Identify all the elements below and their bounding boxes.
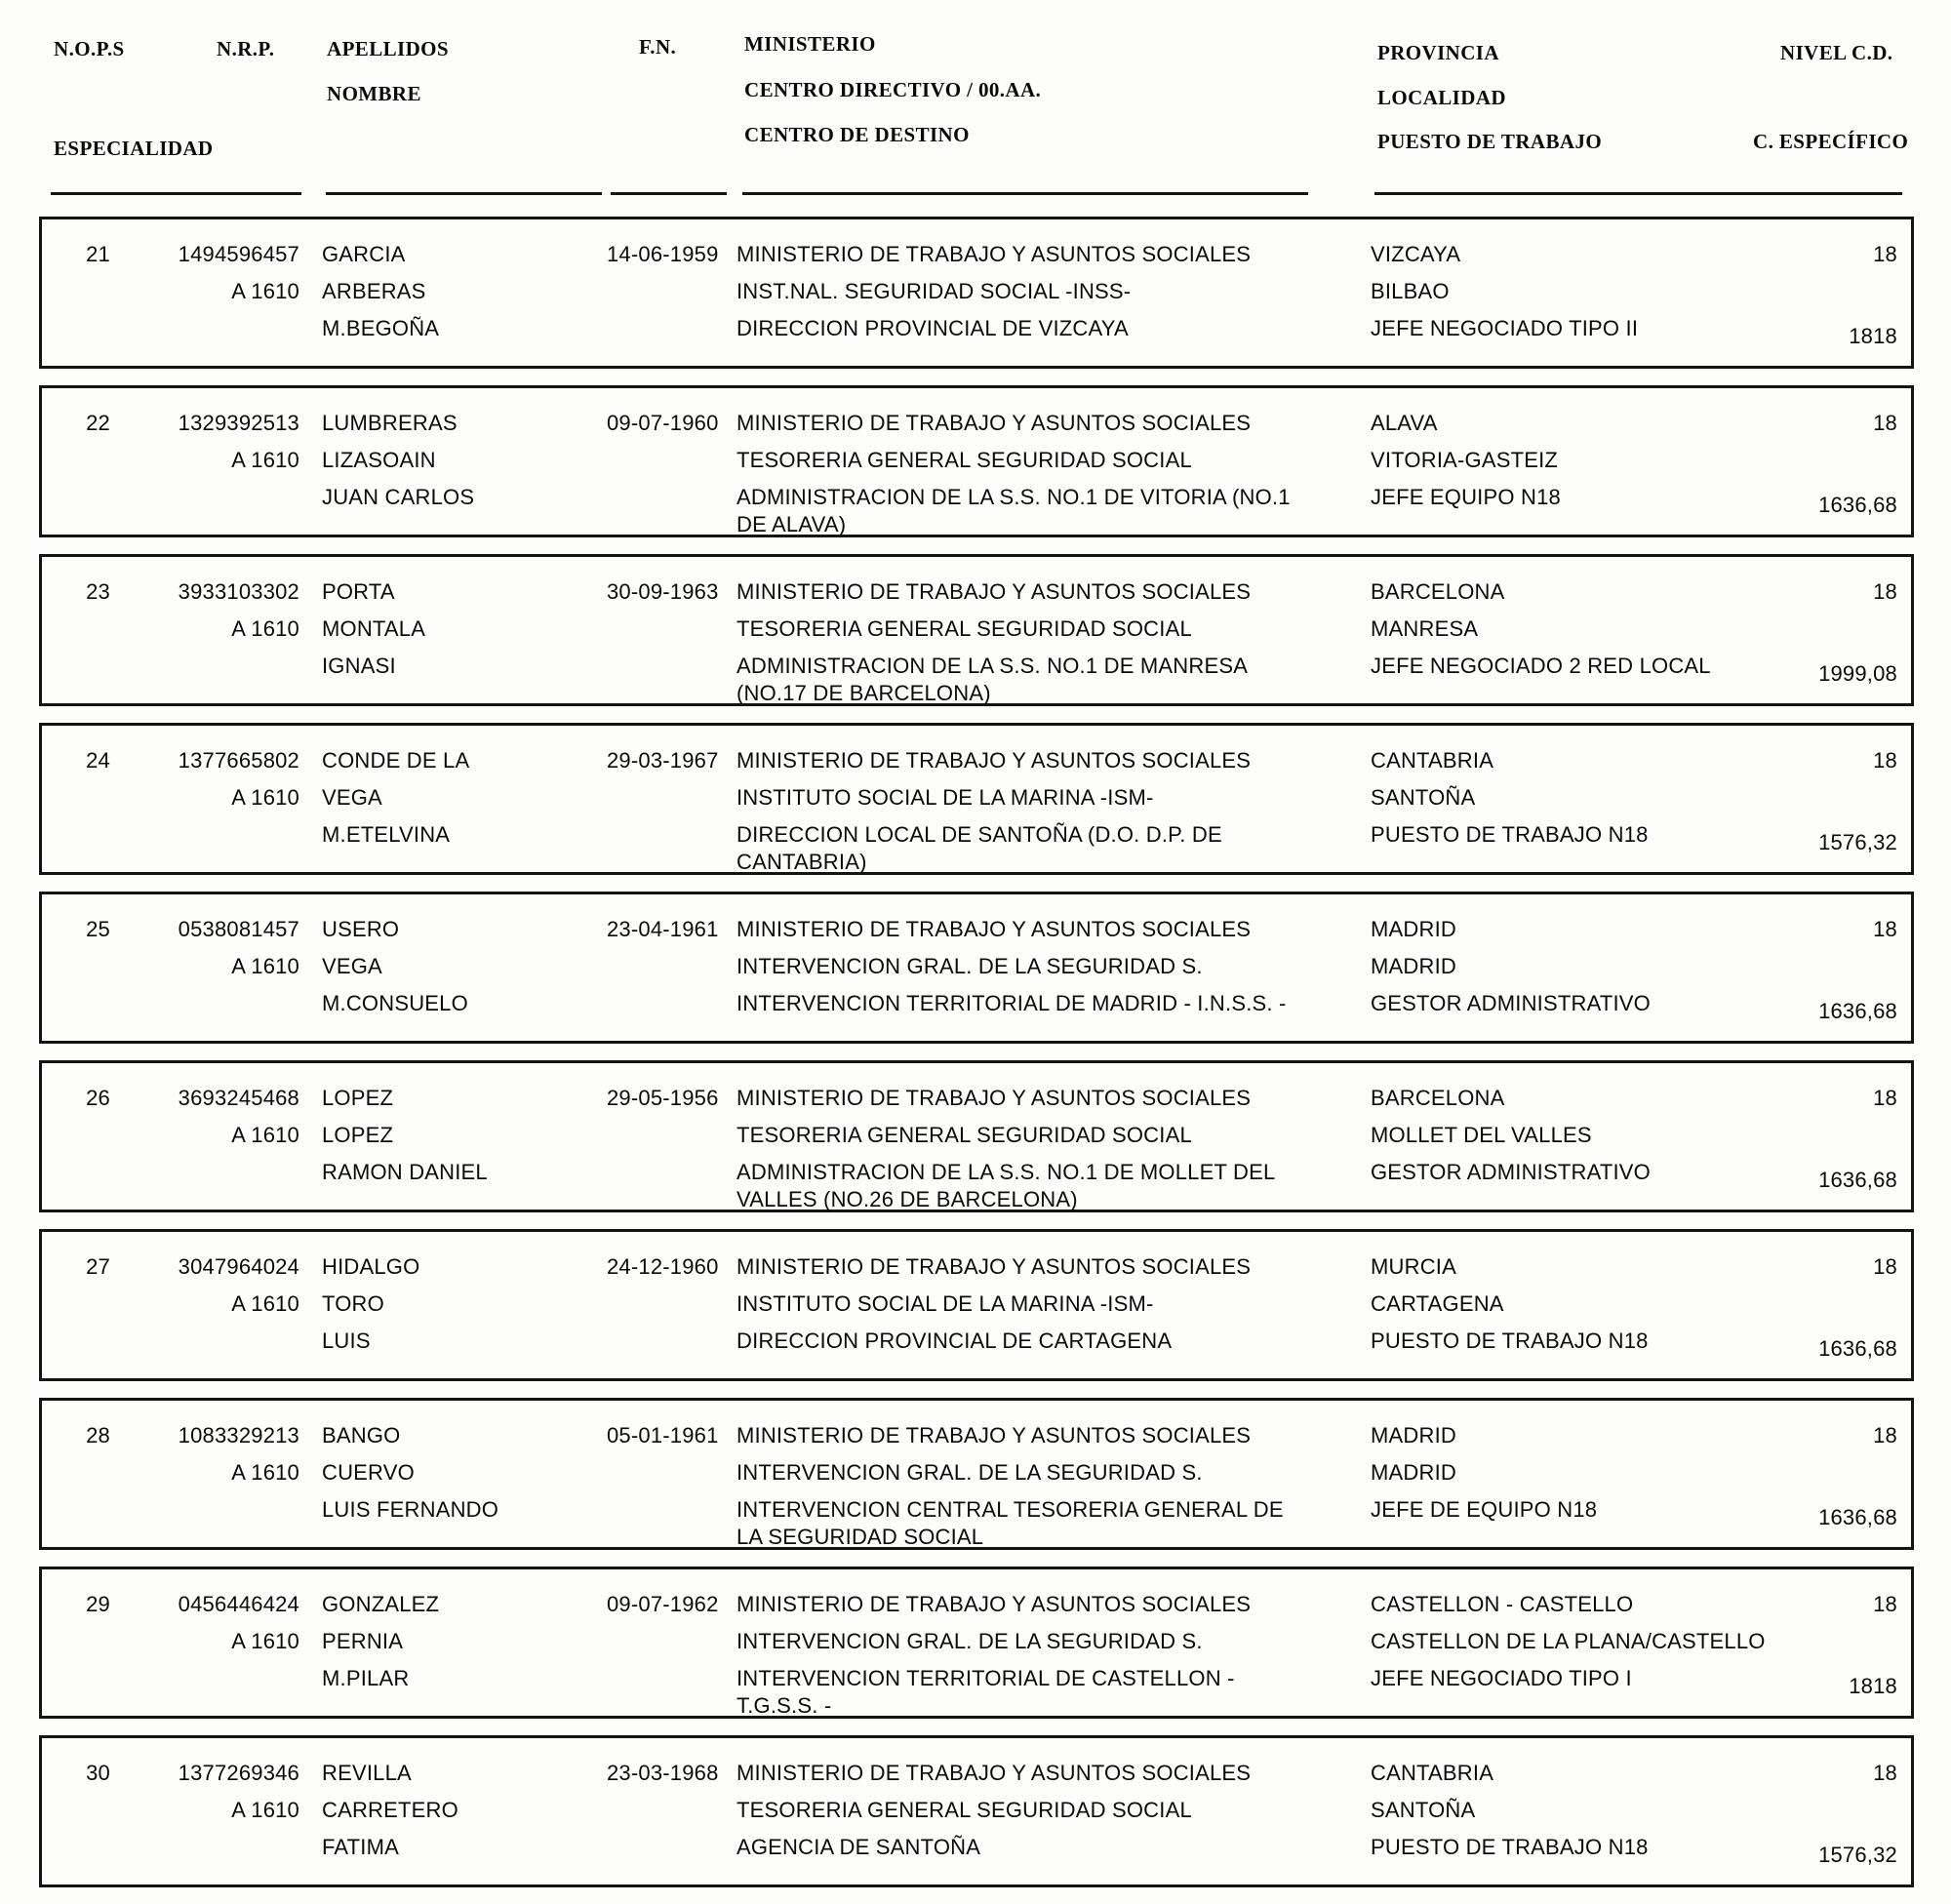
record-number: 27 bbox=[86, 1254, 110, 1279]
cell-ministerio bbox=[737, 1253, 1371, 1378]
centro-destino: DIRECCION LOCAL DE SANTOÑA (D.O. D.P. DE CANTABRIA) bbox=[737, 822, 1222, 874]
fecha-nacimiento: 29-05-1956 bbox=[607, 1086, 719, 1110]
record-number: 21 bbox=[86, 242, 110, 266]
fecha-nacimiento: 30-09-1963 bbox=[607, 579, 719, 604]
nivel-cd: 18 bbox=[1873, 1423, 1897, 1448]
apellido-2: MONTALA bbox=[322, 616, 426, 641]
cell-fecha-nacimiento bbox=[607, 1760, 737, 1884]
table-row bbox=[39, 217, 1914, 369]
header-nops: N.O.P.S bbox=[54, 37, 125, 60]
centro-directivo: TESORERIA GENERAL SEGURIDAD SOCIAL bbox=[737, 448, 1192, 472]
complemento-especifico: 1636,68 bbox=[1818, 1505, 1897, 1529]
puesto-trabajo: JEFE NEGOCIADO TIPO II bbox=[1371, 316, 1639, 340]
cell-nops bbox=[42, 1591, 110, 1729]
table-row bbox=[39, 1567, 1914, 1719]
nombre: IGNASI bbox=[322, 654, 396, 678]
header-underline bbox=[326, 192, 602, 195]
cell-nrp bbox=[110, 1253, 299, 1378]
centro-destino: INTERVENCION TERRITORIAL DE CASTELLON - T.G.S.S. - bbox=[737, 1666, 1235, 1718]
cell-nrp bbox=[110, 747, 299, 886]
centro-destino: DIRECCION PROVINCIAL DE VIZCAYA bbox=[737, 316, 1129, 340]
table-row bbox=[39, 892, 1914, 1044]
apellido-1: BANGO bbox=[322, 1423, 401, 1448]
header-apellidos: APELLIDOS bbox=[327, 37, 449, 60]
cuerpo-code: A 1610 bbox=[231, 448, 299, 472]
record-number: 23 bbox=[86, 579, 110, 604]
table-row bbox=[39, 385, 1914, 537]
header-centro-directivo: CENTRO DIRECTIVO / 00.AA. bbox=[744, 78, 1042, 101]
table-row bbox=[39, 723, 1914, 875]
puesto-trabajo: PUESTO DE TRABAJO N18 bbox=[1371, 822, 1649, 847]
cell-fecha-nacimiento bbox=[607, 410, 737, 548]
nivel-cd: 18 bbox=[1873, 917, 1897, 941]
cell-ministerio bbox=[737, 916, 1371, 1041]
localidad: SANTOÑA bbox=[1371, 1798, 1476, 1822]
record-number: 28 bbox=[86, 1423, 110, 1448]
nombre: FATIMA bbox=[322, 1835, 400, 1859]
cell-nrp bbox=[110, 578, 299, 717]
cell-nivel bbox=[1766, 747, 1911, 886]
header-underline bbox=[51, 192, 301, 195]
apellido-2: ARBERAS bbox=[322, 279, 426, 303]
cell-fecha-nacimiento bbox=[607, 578, 737, 717]
localidad: CASTELLON DE LA PLANA/CASTELLO bbox=[1371, 1629, 1766, 1653]
nivel-cd: 18 bbox=[1873, 1254, 1897, 1279]
provincia: ALAVA bbox=[1371, 411, 1438, 435]
table-header bbox=[0, 0, 1951, 217]
cell-nops bbox=[42, 1422, 110, 1561]
puesto-trabajo: PUESTO DE TRABAJO N18 bbox=[1371, 1329, 1649, 1353]
apellido-1: USERO bbox=[322, 917, 400, 941]
cell-fecha-nacimiento bbox=[607, 1253, 737, 1378]
provincia: MURCIA bbox=[1371, 1254, 1456, 1279]
cell-nrp bbox=[110, 1591, 299, 1729]
puesto-trabajo: JEFE NEGOCIADO TIPO I bbox=[1371, 1666, 1632, 1690]
cell-apellidos-nombre bbox=[299, 241, 607, 366]
centro-destino: AGENCIA DE SANTOÑA bbox=[737, 1835, 981, 1859]
cell-ministerio bbox=[737, 241, 1371, 366]
cell-nivel bbox=[1766, 1085, 1911, 1223]
cell-nops bbox=[42, 1085, 110, 1223]
cell-fecha-nacimiento bbox=[607, 1591, 737, 1729]
cell-nivel bbox=[1766, 1422, 1911, 1561]
puesto-trabajo: JEFE EQUIPO N18 bbox=[1371, 485, 1561, 509]
cell-nops bbox=[42, 747, 110, 886]
header-ministerio: MINISTERIO bbox=[744, 32, 876, 56]
cell-apellidos-nombre bbox=[299, 1422, 607, 1561]
localidad: VITORIA-GASTEIZ bbox=[1371, 448, 1559, 472]
record-number: 30 bbox=[86, 1761, 110, 1785]
cuerpo-code: A 1610 bbox=[231, 1798, 299, 1822]
cell-apellidos-nombre bbox=[299, 1760, 607, 1884]
ministerio: MINISTERIO DE TRABAJO Y ASUNTOS SOCIALES bbox=[737, 748, 1252, 773]
header-fn: F.N. bbox=[639, 35, 677, 59]
apellido-2: CUERVO bbox=[322, 1460, 415, 1485]
ministerio: MINISTERIO DE TRABAJO Y ASUNTOS SOCIALES bbox=[737, 1086, 1252, 1110]
nivel-cd: 18 bbox=[1873, 579, 1897, 604]
apellido-2: LIZASOAIN bbox=[322, 448, 436, 472]
fecha-nacimiento: 09-07-1962 bbox=[607, 1592, 719, 1616]
centro-destino: ADMINISTRACION DE LA S.S. NO.1 DE MANRESA (NO.17 DE BARCELONA) bbox=[737, 654, 1247, 705]
centro-destino: ADMINISTRACION DE LA S.S. NO.1 DE VITORIA (NO.1 DE ALAVA) bbox=[737, 485, 1291, 536]
nombre: M.PILAR bbox=[322, 1666, 410, 1690]
nivel-cd: 18 bbox=[1873, 242, 1897, 266]
centro-destino: INTERVENCION TERRITORIAL DE MADRID - I.N.S.S. - bbox=[737, 991, 1287, 1015]
centro-directivo: INTERVENCION GRAL. DE LA SEGURIDAD S. bbox=[737, 1460, 1203, 1485]
centro-destino: ADMINISTRACION DE LA S.S. NO.1 DE MOLLET DEL VALLES (NO.26 DE BARCELONA) bbox=[737, 1160, 1275, 1211]
cell-provincia bbox=[1371, 578, 1766, 717]
apellido-1: LUMBRERAS bbox=[322, 411, 458, 435]
nrp-number: 1377665802 bbox=[178, 748, 299, 773]
nivel-cd: 18 bbox=[1873, 411, 1897, 435]
nrp-number: 1494596457 bbox=[178, 242, 299, 266]
provincia: CANTABRIA bbox=[1371, 1761, 1494, 1785]
cuerpo-code: A 1610 bbox=[231, 1629, 299, 1653]
nivel-cd: 18 bbox=[1873, 1086, 1897, 1110]
cell-nops bbox=[42, 916, 110, 1041]
cell-nops bbox=[42, 578, 110, 717]
cell-provincia bbox=[1371, 410, 1766, 548]
localidad: SANTOÑA bbox=[1371, 785, 1476, 810]
ministerio: MINISTERIO DE TRABAJO Y ASUNTOS SOCIALES bbox=[737, 917, 1252, 941]
cell-provincia bbox=[1371, 916, 1766, 1041]
table-row bbox=[39, 1060, 1914, 1212]
complemento-especifico: 1818 bbox=[1849, 324, 1897, 348]
fecha-nacimiento: 14-06-1959 bbox=[607, 242, 719, 266]
record-number: 25 bbox=[86, 917, 110, 941]
cell-nivel bbox=[1766, 1253, 1911, 1378]
cell-apellidos-nombre bbox=[299, 916, 607, 1041]
header-nombre: NOMBRE bbox=[327, 82, 421, 105]
provincia: CASTELLON - CASTELLO bbox=[1371, 1592, 1634, 1616]
cell-apellidos-nombre bbox=[299, 410, 607, 548]
apellido-1: PORTA bbox=[322, 579, 395, 604]
cell-nrp bbox=[110, 241, 299, 366]
cell-nivel bbox=[1766, 410, 1911, 548]
cell-nrp bbox=[110, 1085, 299, 1223]
fecha-nacimiento: 09-07-1960 bbox=[607, 411, 719, 435]
nombre: RAMON DANIEL bbox=[322, 1160, 488, 1184]
cell-fecha-nacimiento bbox=[607, 1085, 737, 1223]
complemento-especifico: 1576,32 bbox=[1818, 830, 1897, 854]
provincia: BARCELONA bbox=[1371, 1086, 1505, 1110]
nivel-cd: 18 bbox=[1873, 1592, 1897, 1616]
centro-destino: DIRECCION PROVINCIAL DE CARTAGENA bbox=[737, 1329, 1173, 1353]
localidad: MADRID bbox=[1371, 954, 1456, 978]
centro-directivo: INST.NAL. SEGURIDAD SOCIAL -INSS- bbox=[737, 279, 1132, 303]
centro-directivo: TESORERIA GENERAL SEGURIDAD SOCIAL bbox=[737, 1798, 1192, 1822]
apellido-1: GARCIA bbox=[322, 242, 406, 266]
cell-nivel bbox=[1766, 1591, 1911, 1729]
complemento-especifico: 1636,68 bbox=[1818, 1336, 1897, 1361]
cuerpo-code: A 1610 bbox=[231, 1123, 299, 1147]
puesto-trabajo: JEFE DE EQUIPO N18 bbox=[1371, 1497, 1598, 1522]
cell-apellidos-nombre bbox=[299, 1253, 607, 1378]
puesto-trabajo: JEFE NEGOCIADO 2 RED LOCAL bbox=[1371, 654, 1711, 678]
nrp-number: 3047964024 bbox=[178, 1254, 299, 1279]
record-number: 24 bbox=[86, 748, 110, 773]
nivel-cd: 18 bbox=[1873, 748, 1897, 773]
nrp-number: 0456446424 bbox=[178, 1592, 299, 1616]
header-underline bbox=[611, 192, 727, 195]
cell-provincia bbox=[1371, 1422, 1766, 1561]
nombre: LUIS bbox=[322, 1329, 371, 1353]
centro-directivo: TESORERIA GENERAL SEGURIDAD SOCIAL bbox=[737, 616, 1192, 641]
centro-directivo: INSTITUTO SOCIAL DE LA MARINA -ISM- bbox=[737, 1291, 1154, 1316]
localidad: CARTAGENA bbox=[1371, 1291, 1504, 1316]
cell-nivel bbox=[1766, 916, 1911, 1041]
puesto-trabajo: GESTOR ADMINISTRATIVO bbox=[1371, 1160, 1651, 1184]
nombre: M.CONSUELO bbox=[322, 991, 468, 1015]
header-nrp: N.R.P. bbox=[217, 37, 275, 60]
ministerio: MINISTERIO DE TRABAJO Y ASUNTOS SOCIALES bbox=[737, 1423, 1252, 1448]
provincia: CANTABRIA bbox=[1371, 748, 1494, 773]
ministerio: MINISTERIO DE TRABAJO Y ASUNTOS SOCIALES bbox=[737, 1254, 1252, 1279]
apellido-2: VEGA bbox=[322, 954, 382, 978]
complemento-especifico: 1636,68 bbox=[1818, 1168, 1897, 1192]
nrp-number: 1329392513 bbox=[178, 411, 299, 435]
puesto-trabajo: PUESTO DE TRABAJO N18 bbox=[1371, 1835, 1649, 1859]
ministerio: MINISTERIO DE TRABAJO Y ASUNTOS SOCIALES bbox=[737, 242, 1252, 266]
nombre: JUAN CARLOS bbox=[322, 485, 475, 509]
apellido-1: HIDALGO bbox=[322, 1254, 420, 1279]
cell-provincia bbox=[1371, 1591, 1766, 1729]
nrp-number: 1377269346 bbox=[178, 1761, 299, 1785]
record-number: 26 bbox=[86, 1086, 110, 1110]
table-row bbox=[39, 1229, 1914, 1381]
cell-nops bbox=[42, 241, 110, 366]
cell-apellidos-nombre bbox=[299, 578, 607, 717]
cell-nops bbox=[42, 1253, 110, 1378]
apellido-2: CARRETERO bbox=[322, 1798, 458, 1822]
centro-directivo: TESORERIA GENERAL SEGURIDAD SOCIAL bbox=[737, 1123, 1192, 1147]
nrp-number: 3693245468 bbox=[178, 1086, 299, 1110]
localidad: BILBAO bbox=[1371, 279, 1450, 303]
localidad: MADRID bbox=[1371, 1460, 1456, 1485]
complemento-especifico: 1818 bbox=[1849, 1674, 1897, 1698]
header-underline bbox=[1374, 192, 1902, 195]
nombre: M.ETELVINA bbox=[322, 822, 451, 847]
cell-nivel bbox=[1766, 1760, 1911, 1884]
ministerio: MINISTERIO DE TRABAJO Y ASUNTOS SOCIALES bbox=[737, 1592, 1252, 1616]
provincia: MADRID bbox=[1371, 1423, 1456, 1448]
table-row bbox=[39, 554, 1914, 706]
cuerpo-code: A 1610 bbox=[231, 279, 299, 303]
puesto-trabajo: GESTOR ADMINISTRATIVO bbox=[1371, 991, 1651, 1015]
header-underline bbox=[742, 192, 1308, 195]
localidad: MANRESA bbox=[1371, 616, 1479, 641]
cell-provincia bbox=[1371, 1085, 1766, 1223]
cell-ministerio bbox=[737, 747, 1371, 886]
cell-nops bbox=[42, 410, 110, 548]
apellido-2: VEGA bbox=[322, 785, 382, 810]
cell-fecha-nacimiento bbox=[607, 241, 737, 366]
cell-provincia bbox=[1371, 747, 1766, 886]
header-localidad: LOCALIDAD bbox=[1377, 86, 1506, 109]
nrp-number: 1083329213 bbox=[178, 1423, 299, 1448]
localidad: MOLLET DEL VALLES bbox=[1371, 1123, 1592, 1147]
ministerio: MINISTERIO DE TRABAJO Y ASUNTOS SOCIALES bbox=[737, 1761, 1252, 1785]
cell-nivel bbox=[1766, 578, 1911, 717]
complemento-especifico: 1999,08 bbox=[1818, 661, 1897, 686]
cell-nrp bbox=[110, 410, 299, 548]
apellido-2: PERNIA bbox=[322, 1629, 404, 1653]
fecha-nacimiento: 29-03-1967 bbox=[607, 748, 719, 773]
cell-nrp bbox=[110, 916, 299, 1041]
cuerpo-code: A 1610 bbox=[231, 616, 299, 641]
header-c-especifico: C. ESPECÍFICO bbox=[1753, 130, 1909, 153]
cell-provincia bbox=[1371, 241, 1766, 366]
cell-ministerio bbox=[737, 1422, 1371, 1561]
table-row bbox=[39, 1735, 1914, 1887]
header-centro-destino: CENTRO DE DESTINO bbox=[744, 123, 970, 146]
provincia: VIZCAYA bbox=[1371, 242, 1461, 266]
record-number: 22 bbox=[86, 411, 110, 435]
table-row bbox=[39, 1398, 1914, 1550]
cell-ministerio bbox=[737, 1591, 1371, 1729]
cell-fecha-nacimiento bbox=[607, 747, 737, 886]
cell-provincia bbox=[1371, 1253, 1766, 1378]
header-nivel-cd: NIVEL C.D. bbox=[1780, 41, 1893, 64]
apellido-2: LOPEZ bbox=[322, 1123, 394, 1147]
ministerio: MINISTERIO DE TRABAJO Y ASUNTOS SOCIALES bbox=[737, 579, 1252, 604]
cell-ministerio bbox=[737, 410, 1371, 548]
cuerpo-code: A 1610 bbox=[231, 1291, 299, 1316]
nivel-cd: 18 bbox=[1873, 1761, 1897, 1785]
records-list bbox=[39, 217, 1914, 1904]
apellido-1: LOPEZ bbox=[322, 1086, 394, 1110]
cell-fecha-nacimiento bbox=[607, 1422, 737, 1561]
cell-apellidos-nombre bbox=[299, 747, 607, 886]
nombre: LUIS FERNANDO bbox=[322, 1497, 499, 1522]
complemento-especifico: 1576,32 bbox=[1818, 1843, 1897, 1867]
cuerpo-code: A 1610 bbox=[231, 785, 299, 810]
nrp-number: 0538081457 bbox=[178, 917, 299, 941]
apellido-2: TORO bbox=[322, 1291, 384, 1316]
cell-apellidos-nombre bbox=[299, 1085, 607, 1223]
nrp-number: 3933103302 bbox=[178, 579, 299, 604]
cell-ministerio bbox=[737, 1760, 1371, 1884]
cell-nivel bbox=[1766, 241, 1911, 366]
cuerpo-code: A 1610 bbox=[231, 954, 299, 978]
complemento-especifico: 1636,68 bbox=[1818, 999, 1897, 1023]
cell-apellidos-nombre bbox=[299, 1591, 607, 1729]
provincia: BARCELONA bbox=[1371, 579, 1505, 604]
cell-ministerio bbox=[737, 1085, 1371, 1223]
cuerpo-code: A 1610 bbox=[231, 1460, 299, 1485]
fecha-nacimiento: 23-03-1968 bbox=[607, 1761, 719, 1785]
cell-nrp bbox=[110, 1760, 299, 1884]
header-especialidad: ESPECIALIDAD bbox=[54, 137, 214, 160]
apellido-1: CONDE DE LA bbox=[322, 748, 470, 773]
cell-nrp bbox=[110, 1422, 299, 1561]
fecha-nacimiento: 24-12-1960 bbox=[607, 1254, 719, 1279]
centro-destino: INTERVENCION CENTRAL TESORERIA GENERAL DE LA SEGURIDAD SOCIAL bbox=[737, 1497, 1284, 1549]
fecha-nacimiento: 23-04-1961 bbox=[607, 917, 719, 941]
cell-nops bbox=[42, 1760, 110, 1884]
fecha-nacimiento: 05-01-1961 bbox=[607, 1423, 719, 1448]
centro-directivo: INTERVENCION GRAL. DE LA SEGURIDAD S. bbox=[737, 1629, 1203, 1653]
nombre: M.BEGOÑA bbox=[322, 316, 440, 340]
cell-provincia bbox=[1371, 1760, 1766, 1884]
cell-ministerio bbox=[737, 578, 1371, 717]
cell-fecha-nacimiento bbox=[607, 916, 737, 1041]
centro-directivo: INTERVENCION GRAL. DE LA SEGURIDAD S. bbox=[737, 954, 1203, 978]
header-puesto-trabajo: PUESTO DE TRABAJO bbox=[1377, 130, 1603, 153]
header-provincia: PROVINCIA bbox=[1377, 41, 1499, 64]
apellido-1: GONZALEZ bbox=[322, 1592, 440, 1616]
record-number: 29 bbox=[86, 1592, 110, 1616]
provincia: MADRID bbox=[1371, 917, 1456, 941]
complemento-especifico: 1636,68 bbox=[1818, 493, 1897, 517]
centro-directivo: INSTITUTO SOCIAL DE LA MARINA -ISM- bbox=[737, 785, 1154, 810]
apellido-1: REVILLA bbox=[322, 1761, 412, 1785]
ministerio: MINISTERIO DE TRABAJO Y ASUNTOS SOCIALES bbox=[737, 411, 1252, 435]
